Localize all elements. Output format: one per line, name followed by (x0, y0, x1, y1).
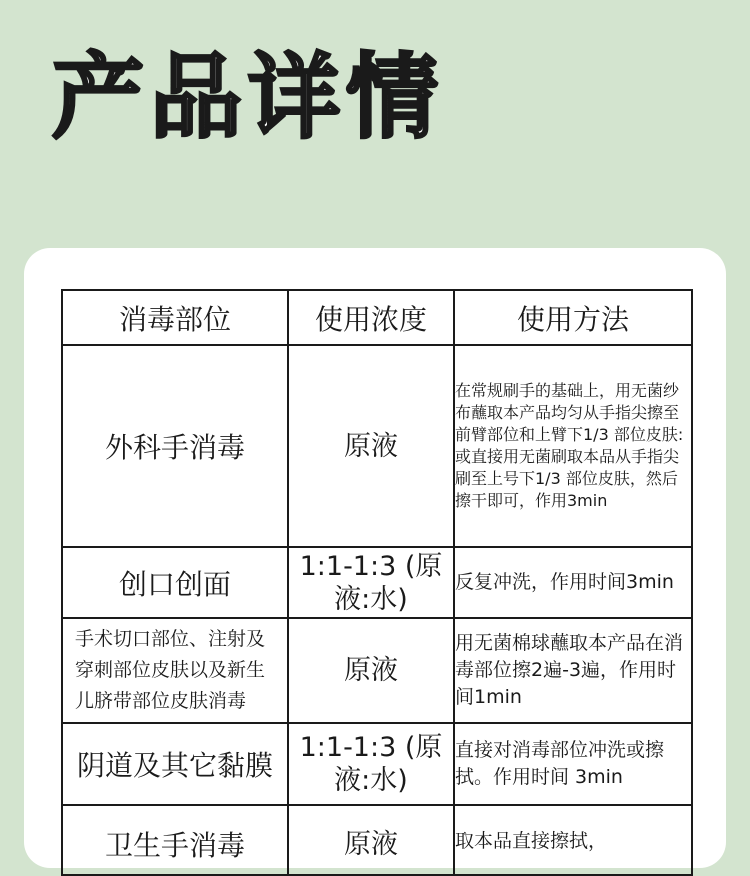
table-row (62, 547, 692, 618)
table-row (62, 723, 692, 805)
cell-site: 阴道及其它黏膜 (62, 723, 288, 805)
cell-method: 直接对消毒部位冲洗或擦拭。作用时间 3min (454, 723, 692, 805)
cell-site: 外科手消毒 (62, 345, 288, 547)
cell-method: 用无菌棉球蘸取本产品在消毒部位擦2遍-3遍，作用时间1min (454, 618, 692, 723)
cell-site: 创口创面 (62, 547, 288, 618)
cell-concentration: 1:1-1:3 (原液:水) (288, 547, 454, 618)
table-row (62, 805, 692, 875)
cell-site: 卫生手消毒 (62, 805, 288, 875)
cell-concentration: 原液 (288, 618, 454, 723)
table-row (62, 345, 692, 547)
cell-concentration: 原液 (288, 345, 454, 547)
cell-site: 手术切口部位、注射及穿刺部位皮肤以及新生儿脐带部位皮肤消毒 (62, 618, 288, 723)
header-site: 消毒部位 (62, 290, 288, 345)
cell-concentration: 原液 (288, 805, 454, 875)
page-title: 产品详情 (52, 44, 445, 151)
table-header-row (62, 290, 692, 345)
cell-method: 在常规刷手的基础上，用无菌纱布蘸取本产品均匀从手指尖擦至前臂部位和上臂下1/3 部位皮肤:或直接用无菌刷取本品从手指尖刷至上号下1/3 部位皮肤，然后擦干即可，作用3min (454, 345, 692, 547)
table-row (62, 618, 692, 723)
cell-concentration: 1:1-1:3 (原液:水) (288, 723, 454, 805)
header-method: 使用方法 (454, 290, 692, 345)
cell-method: 取本品直接擦拭， (454, 805, 692, 875)
cell-method: 反复冲洗，作用时间3min (454, 547, 692, 618)
header-concentration: 使用浓度 (288, 290, 454, 345)
disinfection-table (61, 289, 693, 876)
